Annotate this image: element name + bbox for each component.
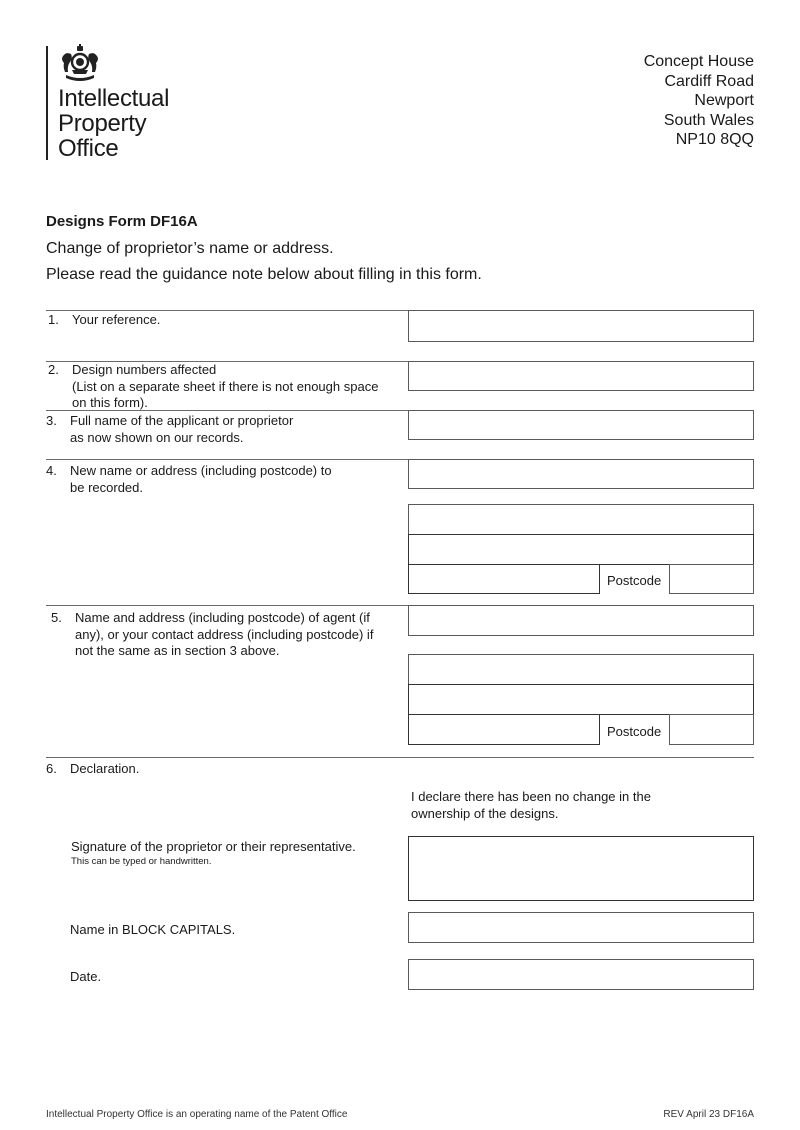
- label-line: New name or address (including postcode) to: [70, 463, 332, 478]
- signature-field[interactable]: [408, 836, 754, 901]
- section-number: 5.: [51, 610, 62, 625]
- section-3-label: [70, 413, 293, 446]
- new-address-input-3[interactable]: [409, 535, 753, 564]
- new-postcode-input[interactable]: [670, 565, 753, 593]
- ipo-logo-text: [58, 86, 169, 161]
- new-postcode-field[interactable]: [669, 564, 754, 594]
- section-5-label: [75, 610, 373, 660]
- logo-line: Intellectual: [58, 85, 170, 112]
- section-2-note: (List on a separate sheet if there is not enough space: [72, 378, 379, 394]
- date-field[interactable]: [408, 959, 754, 990]
- new-address-input-2[interactable]: [409, 505, 753, 534]
- section-number: 2.: [48, 362, 59, 377]
- declaration-line: ownership of the designs.: [411, 805, 559, 821]
- office-address: [644, 52, 754, 150]
- logo-line: Office: [58, 135, 119, 162]
- form-subtitle: Change of proprietor’s name or address.: [46, 240, 334, 257]
- section-2-label: [72, 362, 378, 412]
- label-line: as now shown on our records.: [70, 429, 244, 445]
- design-numbers-field[interactable]: [408, 361, 754, 391]
- address-line: Concept House: [643, 53, 754, 70]
- section-number: 3.: [46, 413, 57, 428]
- new-address-line-2[interactable]: [408, 504, 754, 535]
- section-4-label: [70, 463, 332, 496]
- new-address-line-1[interactable]: [408, 459, 754, 489]
- section-divider: [46, 459, 408, 460]
- address-line: South Wales: [663, 111, 754, 129]
- address-line: Newport: [694, 92, 754, 109]
- signature-note: This can be typed or handwritten.: [71, 855, 212, 867]
- applicant-name-input[interactable]: [409, 411, 753, 439]
- agent-postcode-input[interactable]: [670, 715, 753, 744]
- agent-address-line-2[interactable]: [408, 654, 754, 685]
- form-instruction: Please read the guidance note below about filling in this form.: [46, 266, 482, 283]
- name-block-capitals-field[interactable]: [408, 912, 754, 943]
- section-number: 4.: [46, 463, 57, 478]
- royal-crest-icon: [56, 44, 104, 84]
- logo-divider: [46, 46, 48, 160]
- postcode-label: Postcode: [607, 573, 662, 588]
- label-line: not the same as in section 3 above.: [75, 643, 280, 658]
- new-address-input-4[interactable]: [409, 565, 599, 593]
- date-label: Date.: [70, 969, 102, 984]
- footer-note: Intellectual Property Office is an operating name of the Patent Office: [46, 1109, 348, 1120]
- section-divider: [46, 757, 754, 758]
- new-address-line-4[interactable]: [408, 564, 600, 594]
- applicant-name-field[interactable]: [408, 410, 754, 440]
- form-title: Designs Form DF16A: [46, 213, 198, 230]
- signature-label-text: Signature of the proprietor or their representative.: [71, 839, 356, 854]
- agent-address-input-4[interactable]: [409, 715, 599, 744]
- section-2-title: Design numbers affected: [72, 362, 217, 377]
- design-numbers-input[interactable]: [409, 362, 753, 390]
- date-input[interactable]: [409, 960, 753, 989]
- address-line: NP10 8QQ: [675, 131, 754, 148]
- section-1-label: Your reference.: [72, 312, 161, 327]
- new-address-input-1[interactable]: [409, 460, 753, 488]
- signature-label: [71, 839, 356, 868]
- logo-line: Property: [58, 110, 147, 137]
- agent-address-line-3[interactable]: [408, 684, 754, 715]
- section-6-label: Declaration.: [70, 761, 140, 776]
- label-line: any), or your contact address (including postcode) if: [75, 626, 374, 642]
- new-address-line-3[interactable]: [408, 534, 754, 565]
- address-line: Cardiff Road: [664, 72, 754, 90]
- agent-address-input-2[interactable]: [409, 655, 753, 684]
- postcode-label: Postcode: [607, 724, 662, 739]
- section-divider: [46, 605, 408, 606]
- signature-input[interactable]: [409, 837, 753, 900]
- label-line: be recorded.: [70, 479, 143, 495]
- your-reference-input[interactable]: [409, 311, 753, 341]
- declaration-statement: [411, 789, 651, 822]
- form-revision: REV April 23 DF16A: [663, 1109, 754, 1120]
- section-number: 6.: [46, 761, 57, 776]
- agent-address-line-4[interactable]: [408, 714, 600, 745]
- name-block-capitals-input[interactable]: [409, 913, 753, 942]
- label-line: Full name of the applicant or proprietor: [70, 413, 294, 428]
- label-line: Name and address (including postcode) of agent (if: [75, 610, 370, 625]
- agent-address-input-3[interactable]: [409, 685, 753, 714]
- agent-postcode-field[interactable]: [669, 714, 754, 745]
- section-number: 1.: [48, 312, 59, 327]
- agent-address-input-1[interactable]: [409, 606, 753, 635]
- agent-address-line-1[interactable]: [408, 605, 754, 636]
- section-divider: [46, 410, 408, 411]
- section-divider: [46, 310, 408, 311]
- declaration-line: I declare there has been no change in the: [411, 789, 651, 804]
- name-block-capitals-label: Name in BLOCK CAPITALS.: [70, 922, 236, 937]
- your-reference-field[interactable]: [408, 310, 754, 342]
- section-2-note: on this form).: [72, 395, 148, 410]
